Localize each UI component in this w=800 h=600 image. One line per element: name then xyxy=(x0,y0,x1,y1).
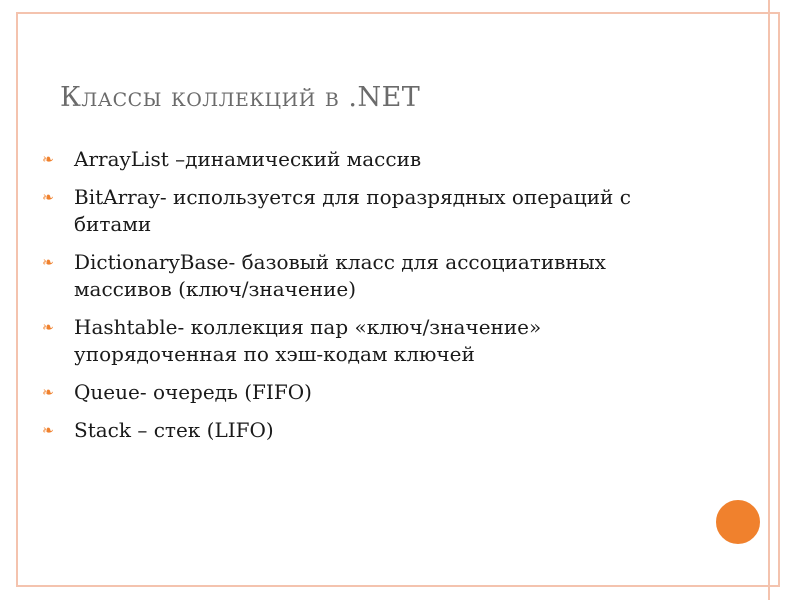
list-item-text: Stack – стек (LIFO) xyxy=(74,418,274,442)
accent-circle-icon xyxy=(713,497,763,547)
list-item xyxy=(42,249,702,303)
fleuron-bullet-icon: ❧ xyxy=(42,255,54,271)
list-item xyxy=(42,417,702,444)
fleuron-bullet-icon: ❧ xyxy=(42,423,54,439)
list-item-text: BitArray- используется для поразрядных операций с битами xyxy=(74,185,631,236)
list-item xyxy=(42,314,702,368)
fleuron-bullet-icon: ❧ xyxy=(42,190,54,206)
list-item-text: ArrayList –динамический массив xyxy=(74,147,422,171)
list-item xyxy=(42,379,702,406)
fleuron-bullet-icon: ❧ xyxy=(42,152,54,168)
list-item-text: Queue- очередь (FIFO) xyxy=(74,380,312,404)
slide-title: Классы коллекций в .NET xyxy=(60,82,421,113)
fleuron-bullet-icon: ❧ xyxy=(42,385,54,401)
fleuron-bullet-icon: ❧ xyxy=(42,320,54,336)
list-item xyxy=(42,146,702,173)
list-item-text: DictionaryBase- базовый класс для ассоциативных массивов (ключ/значение) xyxy=(74,250,606,301)
decorative-vertical-line xyxy=(768,0,770,600)
list-item-text: Hashtable- коллекция пар «ключ/значение» упорядоченная по хэш-кодам ключей xyxy=(74,315,542,366)
list-item xyxy=(42,184,702,238)
bullet-list xyxy=(42,146,702,455)
